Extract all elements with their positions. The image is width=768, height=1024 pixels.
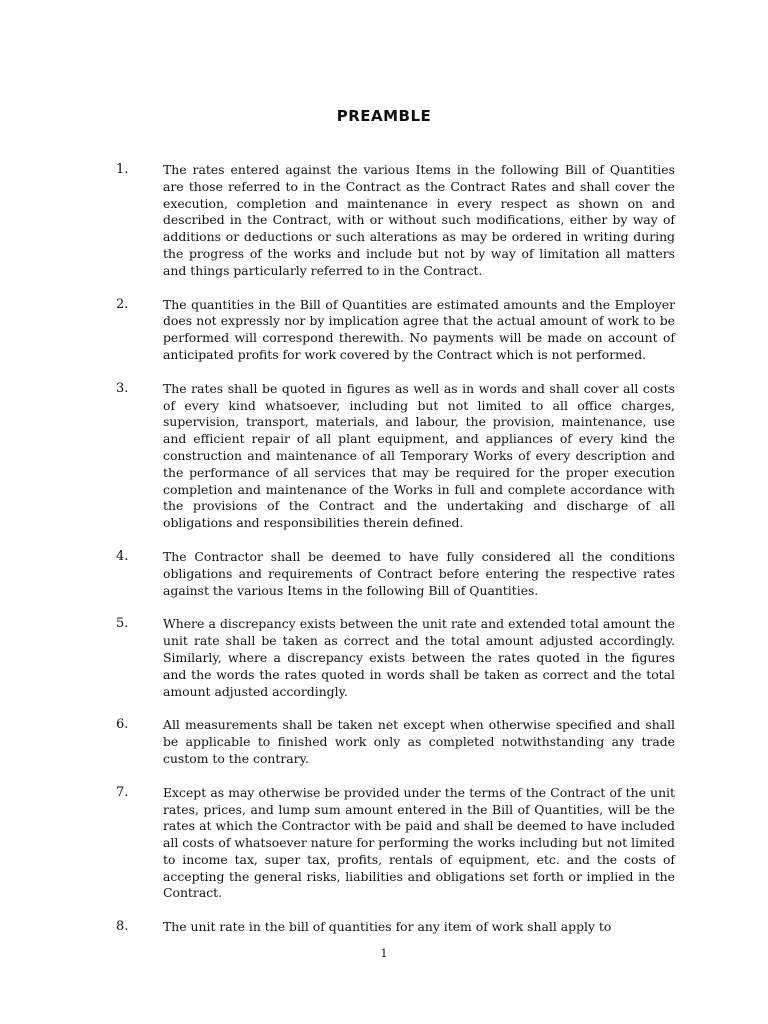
item-number: 8. [116, 919, 129, 935]
list-item [0, 717, 768, 767]
item-text: The rates shall be quoted in figures as well as in words and shall cover all costs of every kind whatsoever, including but not limited to all office charges, supervision, transport, materials, and labour, the provision, maintenance, use and efficient repair of all plant equipment, and appliances of every kind the construction and maintenance of all Temporary Works of every description and the performance of all services that may be required for the proper execution completion and maintenance of the Works in full and complete accordance with the provisions of the Contract and the undertaking and discharge of all obligations and responsibilities therein defined. [163, 380, 675, 531]
item-number: 5. [116, 616, 129, 632]
item-number: 4. [116, 548, 129, 564]
preamble-list [0, 162, 768, 953]
item-text: The quantities in the Bill of Quantities are estimated amounts and the Employer does not expressly nor by implication agree that the actual amount of work to be performed will correspond therewith. No payments will be made on account of anticipated profits for work covered by the Contract which is not performed. [163, 296, 675, 362]
page-title: PREAMBLE [336, 107, 432, 125]
list-item [0, 381, 768, 532]
list-item [0, 785, 768, 903]
item-text: Where a discrepancy exists between the unit rate and extended total amount the unit rate shall be taken as correct and the total amount adjusted accordingly. Similarly, where a discrepancy exists between the rates quoted in the figures and the words the rates quoted in words shall be taken as correct and the total amount adjusted accordingly. [163, 616, 675, 699]
item-number: 7. [116, 784, 129, 800]
item-text: All measurements shall be taken net except when otherwise specified and shall be applicable to finished work only as completed notwithstanding any trade custom to the contrary. [163, 717, 675, 766]
item-number: 3. [116, 380, 129, 396]
list-item [0, 549, 768, 599]
item-text: Except as may otherwise be provided under the terms of the Contract of the unit rates, prices, and lump sum amount entered in the Bill of Quantities, will be the rates at which the Contractor with be paid and shall be deemed to have included all costs of whatsoever nature for performing the works including but not limited to income tax, super tax, profits, rentals of equipment, etc. and the costs of accepting the general risks, liabilities and obligations set forth or implied in the Contract. [163, 784, 675, 901]
item-number: 1. [116, 162, 129, 177]
item-text: The unit rate in the bill of quantities for any item of work shall apply to [163, 919, 612, 935]
page-number: 1 [380, 947, 388, 960]
list-item [0, 616, 768, 700]
item-number: 2. [116, 296, 129, 312]
item-number: 6. [116, 717, 129, 733]
list-item [0, 162, 768, 280]
list-item [0, 919, 768, 936]
item-text: The Contractor shall be deemed to have fully considered all the conditions obligations and requirements of Contract before entering the respective rates against the various Items in the following Bill of Quantities. [163, 548, 675, 598]
item-text: The rates entered against the various Items in the following Bill of Quantities are those referred to in the Contract as the Contract Rates and shall cover the execution, completion and maintenance in every respect as shown on and described in the Contract, with or without such modifications, either by way of additions or deductions or such alterations as may be ordered in writing during the progress of the works and include but not by way of limitation all matters and things particularly referred to in the Contract. [163, 162, 675, 278]
list-item [0, 297, 768, 364]
